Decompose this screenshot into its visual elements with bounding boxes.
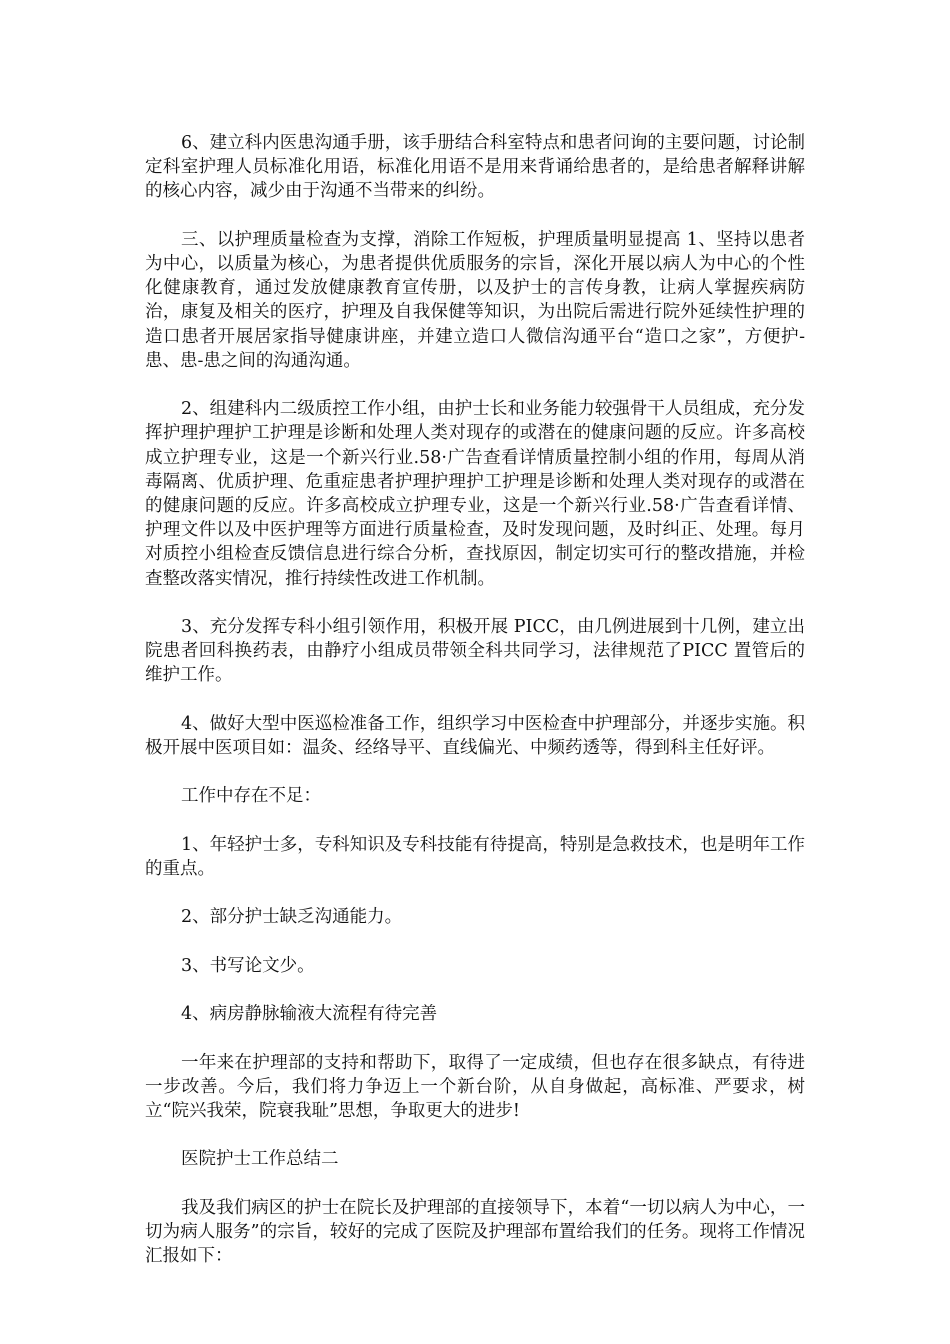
paragraph-tcm-inspection: 4、做好大型中医巡检准备工作，组织学习中医检查中护理部分，并逐步实施。积极开展中医项目如：温灸、经络导平、直线偏光、中频药透等，得到科主任好评。 xyxy=(145,713,805,759)
section-title-summary-two: 医院护士工作总结二 xyxy=(181,1149,339,1170)
paragraph-summary-two-intro: 我及我们病区的护士在院长及护理部的直接领导下，本着“一切以病人为中心，一切为病人服务”的宗旨，较好的完成了医院及护理部布置给我们的任务。现将工作情况汇报如下： xyxy=(145,1197,805,1267)
paragraph-picc: 3、充分发挥专科小组引领作用，积极开展 PICC，由几例进展到十几例，建立出院患者回科换药表，由静疗小组成员带领全科共同学习，法律规范了PICC 置管后的维护工作。 xyxy=(145,617,805,686)
shortcoming-item-2: 2、部分护士缺乏沟通能力。 xyxy=(181,907,403,928)
shortcoming-item-4: 4、病房静脉输液大流程有待完善 xyxy=(181,1004,438,1025)
paragraph-quality-inspection: 三、以护理质量检查为支撑，消除工作短板，护理质量明显提高 1、坚持以患者为中心，以质量为核心，为患者提供优质服务的宗旨，深化开展以病人为中心的个性化健康教育，通过发放健康教育宣传册，以及护士的言传身教，让病人掌握疾病防治，康复及相关的医疗，护理及自我保健等知识，为出院后需进行院外延续性护理的造口患者开展居家指导健康讲座，并建立造口人微信沟通平台“造口之家”，方便护-患、患-患之间的沟通沟通。 xyxy=(145,229,805,371)
heading-shortcomings: 工作中存在不足： xyxy=(181,786,321,807)
paragraph-quality-control-group: 2、组建科内二级质控工作小组，由护士长和业务能力较强骨干人员组成，充分发挥护理护理护工护理是诊断和处理人类对现存的或潜在的健康问题的反应。许多高校成立护理专业，这是一个新兴行业.58·广告查看详情质量控制小组的作用，每周从消毒隔离、优质护理、危重症患者护理护理护工护理是诊断和处理人类对现存的或潜在的健康问题的反应。许多高校成立护理专业，这是一个新兴行业.58·广告查看详情、护理文件以及中医护理等方面进行质量检查，及时发现问题，及时纠正、处理。每月对质控小组检查反馈信息进行综合分析，查找原因，制定切实可行的整改措施，并检查整改落实情况，推行持续性改进工作机制。 xyxy=(145,399,805,589)
paragraph-conclusion: 一年来在护理部的支持和帮助下，取得了一定成绩，但也存在很多缺点，有待进一步改善。今后，我们将力争迈上一个新台阶，从自身做起，高标准、严要求，树立“院兴我荣，院衰我耻”思想，争取更大的进步! xyxy=(145,1052,805,1121)
document-page xyxy=(145,131,805,1293)
paragraph-communication-manual: 6、建立科内医患沟通手册，该手册结合科室特点和患者问询的主要问题，讨论制定科室护理人员标准化用语，标准化用语不是用来背诵给患者的，是给患者解释讲解的核心内容，减少由于沟通不当带来的纠纷。 xyxy=(145,133,805,202)
shortcoming-item-1: 1、年轻护士多，专科知识及专科技能有待提高，特别是急救技术，也是明年工作的重点。 xyxy=(145,834,805,879)
shortcoming-item-3: 3、书写论文少。 xyxy=(181,955,315,976)
